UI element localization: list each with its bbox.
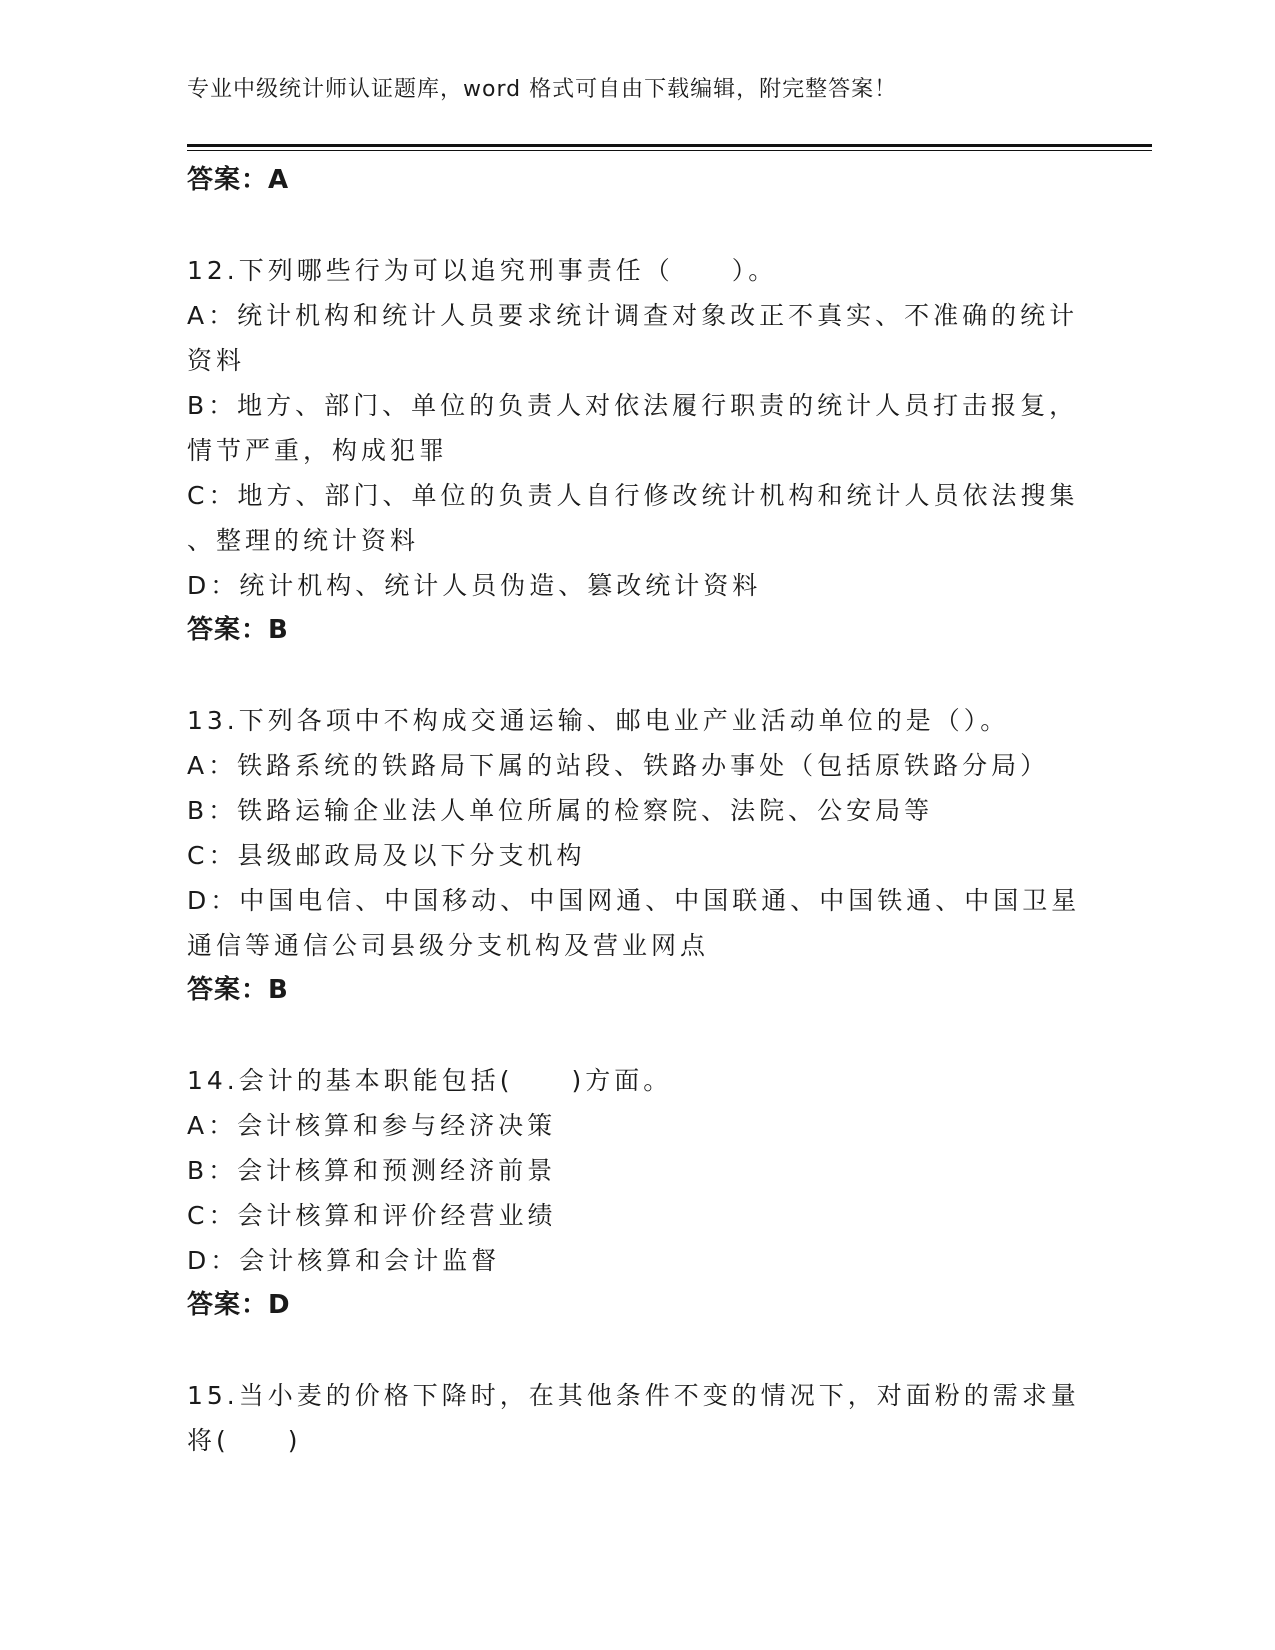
option-a: A：会计核算和参与经济决策 [187,1111,557,1140]
option-d: D：统计机构、统计人员伪造、篡改统计资料 [187,571,762,600]
option-a: A：铁路系统的铁路局下属的站段、铁路办事处（包括原铁路分局） [187,751,1050,780]
answer-prev: 答案：A [187,165,290,195]
spacer [187,1013,1087,1058]
option-c-cont: 、整理的统计资料 [187,526,420,555]
option-c: C：地方、部门、单位的负责人自行修改统计机构和统计人员依法搜集 [187,481,1079,510]
answer-14: 答案：D [187,1290,291,1320]
question-stem: 12.下列哪些行为可以追究刑事责任（ ）。 [187,256,778,285]
page-header: 专业中级统计师认证题库，word 格式可自由下载编辑，附完整答案！ [187,77,898,102]
option-a-cont: 资料 [187,346,246,375]
header-rule [187,144,1152,147]
question-stem: 13.下列各项中不构成交通运输、邮电业产业活动单位的是（）。 [187,706,1010,735]
option-d-cont: 通信等通信公司县级分支机构及营业网点 [187,931,710,960]
spacer [187,653,1087,698]
spacer [187,203,1087,248]
option-d: D：中国电信、中国移动、中国网通、中国联通、中国铁通、中国卫星 [187,886,1081,915]
option-d: D：会计核算和会计监督 [187,1246,501,1275]
question-stem: 15.当小麦的价格下降时，在其他条件不变的情况下，对面粉的需求量 [187,1381,1080,1410]
option-b-cont: 情节严重，构成犯罪 [187,436,449,465]
question-12 [187,248,1087,653]
question-stem-cont: 将( ) [187,1426,302,1455]
question-content [187,158,1087,1463]
answer-12: 答案：B [187,615,289,645]
question-14 [187,1058,1087,1328]
option-b: B：铁路运输企业法人单位所属的检察院、法院、公安局等 [187,796,934,825]
spacer [187,1328,1087,1373]
option-b: B：会计核算和预测经济前景 [187,1156,557,1185]
question-15 [187,1373,1087,1463]
option-b: B：地方、部门、单位的负责人对依法履行职责的统计人员打击报复， [187,391,1079,420]
question-13 [187,698,1087,1013]
option-c: C：县级邮政局及以下分支机构 [187,841,586,870]
option-c: C：会计核算和评价经营业绩 [187,1201,557,1230]
question-stem: 14.会计的基本职能包括( )方面。 [187,1066,673,1095]
answer-13: 答案：B [187,975,289,1005]
option-a: A：统计机构和统计人员要求统计调查对象改正不真实、不准确的统计 [187,301,1079,330]
